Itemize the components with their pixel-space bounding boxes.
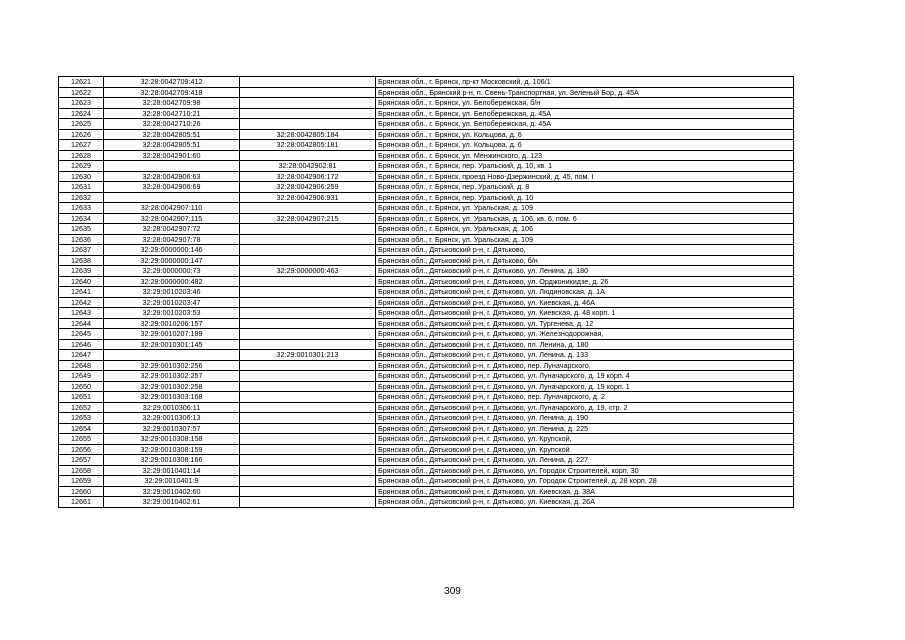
address-cell: Брянская обл., г. Брянск, ул. Менжинского, д. 123	[376, 150, 794, 161]
table-row	[59, 329, 794, 340]
row-number-cell: 12622	[59, 87, 104, 98]
address-cell: Брянская обл., г. Брянск, ул. Белобережская, б/н	[376, 98, 794, 109]
cadastral-number-cell: 32:29:0010306:11	[104, 402, 240, 413]
secondary-cadastral-number-cell	[240, 402, 376, 413]
address-cell: Брянская обл., Дятьковский р-н, г. Дятьково, ул. Киевская, д. 38А	[376, 486, 794, 497]
table-row	[59, 276, 794, 287]
address-cell: Брянская обл., г. Брянск, ул. Уральская, д. 109	[376, 203, 794, 214]
table-row	[59, 150, 794, 161]
table-row	[59, 140, 794, 151]
table-row	[59, 392, 794, 403]
page-number: 309	[444, 586, 461, 597]
table-row	[59, 297, 794, 308]
cadastral-number-cell: 32:29:0000000:73	[104, 266, 240, 277]
cadastral-number-cell: 32:28:0042709:418	[104, 87, 240, 98]
table-row	[59, 192, 794, 203]
address-cell: Брянская обл., г. Брянск, ул. Уральская, д. 106	[376, 224, 794, 235]
table-row	[59, 77, 794, 88]
address-cell: Брянская обл., г. Брянск, ул. Белобережская, д. 45А	[376, 119, 794, 130]
secondary-cadastral-number-cell	[240, 444, 376, 455]
cadastral-number-cell: 32:29:0010302:257	[104, 371, 240, 382]
table-row	[59, 224, 794, 235]
row-number-cell: 12661	[59, 497, 104, 508]
row-number-cell: 12624	[59, 108, 104, 119]
row-number-cell: 12655	[59, 434, 104, 445]
secondary-cadastral-number-cell: 32:28:0042805:184	[240, 129, 376, 140]
registry-body	[59, 77, 794, 508]
cadastral-number-cell: 32:28:0042709:98	[104, 98, 240, 109]
row-number-cell: 12631	[59, 182, 104, 193]
address-cell: Брянская обл., Дятьковский р-н, г. Дятьково, б/н	[376, 255, 794, 266]
secondary-cadastral-number-cell	[240, 108, 376, 119]
secondary-cadastral-number-cell: 32:28:0042906:931	[240, 192, 376, 203]
table-row	[59, 381, 794, 392]
secondary-cadastral-number-cell	[240, 255, 376, 266]
table-row	[59, 203, 794, 214]
secondary-cadastral-number-cell	[240, 486, 376, 497]
cadastral-number-cell: 32:28:0042710:26	[104, 119, 240, 130]
table-row	[59, 476, 794, 487]
secondary-cadastral-number-cell	[240, 98, 376, 109]
address-cell: Брянская обл., Дятьковский р-н, г. Дятьково, пл. Ленина, д. 180	[376, 339, 794, 350]
cadastral-number-cell: 32:29:0010308:158	[104, 434, 240, 445]
table-row	[59, 266, 794, 277]
cadastral-number-cell: 32:28:0042709:412	[104, 77, 240, 88]
row-number-cell: 12648	[59, 360, 104, 371]
address-cell: Брянская обл., Дятьковский р-н, г. Дятьково, ул. Ленина, д. 225	[376, 423, 794, 434]
row-number-cell: 12647	[59, 350, 104, 361]
row-number-cell: 12656	[59, 444, 104, 455]
table-row	[59, 444, 794, 455]
secondary-cadastral-number-cell	[240, 360, 376, 371]
cadastral-number-cell	[104, 161, 240, 172]
address-cell: Брянская обл., Дятьковский р-н, г. Дятьково, ул. Ленина, д. 190	[376, 413, 794, 424]
secondary-cadastral-number-cell	[240, 224, 376, 235]
row-number-cell: 12636	[59, 234, 104, 245]
address-cell: Брянская обл., Дятьковский р-н, г. Дятьково, ул. Киевская, д. 46А	[376, 297, 794, 308]
row-number-cell: 12654	[59, 423, 104, 434]
cadastral-number-cell: 32:29:0010306:13	[104, 413, 240, 424]
cadastral-number-cell: 32:29:0010308:159	[104, 444, 240, 455]
cadastral-number-cell: 32:28:0042906:69	[104, 182, 240, 193]
address-cell: Брянская обл., Брянский р-н, п. Свень-Транспортная, ул. Зеленый Бор, д. 45А	[376, 87, 794, 98]
cadastral-number-cell: 32:28:0042907:110	[104, 203, 240, 214]
table-row	[59, 98, 794, 109]
table-row	[59, 455, 794, 466]
table-row	[59, 234, 794, 245]
table-row	[59, 360, 794, 371]
address-cell: Брянская обл., Дятьковский р-н, г. Дятьково, ул. Луначарского, д. 19, стр. 2	[376, 402, 794, 413]
secondary-cadastral-number-cell	[240, 371, 376, 382]
secondary-cadastral-number-cell	[240, 297, 376, 308]
cadastral-number-cell: 32:29:0000000:147	[104, 255, 240, 266]
row-number-cell: 12649	[59, 371, 104, 382]
table-row	[59, 434, 794, 445]
secondary-cadastral-number-cell	[240, 381, 376, 392]
cadastral-number-cell: 32:29:0010402:60	[104, 486, 240, 497]
address-cell: Брянская обл., Дятьковский р-н, г. Дятьково, пер. Луначарского,	[376, 360, 794, 371]
row-number-cell: 12633	[59, 203, 104, 214]
secondary-cadastral-number-cell	[240, 434, 376, 445]
cadastral-number-cell: 32:28:0042907:72	[104, 224, 240, 235]
secondary-cadastral-number-cell	[240, 245, 376, 256]
table-row	[59, 182, 794, 193]
secondary-cadastral-number-cell: 32:29:0010301:213	[240, 350, 376, 361]
row-number-cell: 12639	[59, 266, 104, 277]
secondary-cadastral-number-cell	[240, 329, 376, 340]
row-number-cell: 12630	[59, 171, 104, 182]
cadastral-number-cell	[104, 192, 240, 203]
address-cell: Брянская обл., Дятьковский р-н, г. Дятьково, ул. Городок Строителей, корп. 30	[376, 465, 794, 476]
table-row	[59, 255, 794, 266]
cadastral-number-cell: 32:29:0000000:482	[104, 276, 240, 287]
address-cell: Брянская обл., г. Брянск, ул. Уральская, д. 106, кв. 6, пом. 6	[376, 213, 794, 224]
address-cell: Брянская обл., Дятьковский р-н, г. Дятьково, ул. Ленина, д. 227	[376, 455, 794, 466]
cadastral-number-cell: 32:28:0042710:21	[104, 108, 240, 119]
cadastral-number-cell: 32:29:0010401:14	[104, 465, 240, 476]
secondary-cadastral-number-cell: 32:28:0042805:181	[240, 140, 376, 151]
cadastral-number-cell: 32:29:0010207:189	[104, 329, 240, 340]
secondary-cadastral-number-cell	[240, 77, 376, 88]
row-number-cell: 12632	[59, 192, 104, 203]
row-number-cell: 12640	[59, 276, 104, 287]
table-row	[59, 423, 794, 434]
row-number-cell: 12657	[59, 455, 104, 466]
table-row	[59, 245, 794, 256]
address-cell: Брянская обл., Дятьковский р-н, г. Дятьково, ул. Городок Строителей, д. 28 корп. 28	[376, 476, 794, 487]
table-row	[59, 339, 794, 350]
row-number-cell: 12634	[59, 213, 104, 224]
row-number-cell: 12625	[59, 119, 104, 130]
secondary-cadastral-number-cell	[240, 423, 376, 434]
table-row	[59, 171, 794, 182]
table-row	[59, 87, 794, 98]
address-cell: Брянская обл., Дятьковский р-н, г. Дятьково, ул. Ленина, д. 180	[376, 266, 794, 277]
address-cell: Брянская обл., Дятьковский р-н, г. Дятьково, ул. Людиновская, д. 1А	[376, 287, 794, 298]
cadastral-number-cell: 32:29:0010301:145	[104, 339, 240, 350]
address-cell: Брянская обл., Дятьковский р-н, г. Дятьково, ул. Луначарского, д. 19 корп. 1	[376, 381, 794, 392]
address-cell: Брянская обл., Дятьковский р-н, г. Дятьково, ул. Луначарского, д. 19 корп. 4	[376, 371, 794, 382]
address-cell: Брянская обл., Дятьковский р-н, г. Дятьково, ул. Ленина, д. 133	[376, 350, 794, 361]
table-row	[59, 108, 794, 119]
secondary-cadastral-number-cell	[240, 234, 376, 245]
table-row	[59, 161, 794, 172]
address-cell: Брянская обл., г. Брянск, пер. Уральский, д. 10, кв. 1	[376, 161, 794, 172]
table-row	[59, 350, 794, 361]
address-cell: Брянская обл., Дятьковский р-н, г. Дятьково, ул. Орджоникидзе, д. 26	[376, 276, 794, 287]
row-number-cell: 12660	[59, 486, 104, 497]
secondary-cadastral-number-cell	[240, 318, 376, 329]
row-number-cell: 12646	[59, 339, 104, 350]
address-cell: Брянская обл., г. Брянск, пер. Уральский, д. 10	[376, 192, 794, 203]
row-number-cell: 12652	[59, 402, 104, 413]
row-number-cell: 12658	[59, 465, 104, 476]
address-cell: Брянская обл., г. Брянск, пр-кт Московский, д. 106/1	[376, 77, 794, 88]
cadastral-number-cell: 32:29:0010203:47	[104, 297, 240, 308]
secondary-cadastral-number-cell: 32:28:0042907:215	[240, 213, 376, 224]
cadastral-number-cell: 32:29:0010402:61	[104, 497, 240, 508]
address-cell: Брянская обл., Дятьковский р-н, г. Дятьково, ул. Киевская, д. 26А	[376, 497, 794, 508]
address-cell: Брянская обл., Дятьковский р-н, г. Дятьково, пер. Луначарского, д. 2	[376, 392, 794, 403]
cadastral-number-cell: 32:29:0010302:258	[104, 381, 240, 392]
address-cell: Брянская обл., г. Брянск, ул. Белобережская, д. 45А	[376, 108, 794, 119]
address-cell: Брянская обл., г. Брянск, ул. Кольцова, д. 6	[376, 140, 794, 151]
row-number-cell: 12621	[59, 77, 104, 88]
row-number-cell: 12651	[59, 392, 104, 403]
address-cell: Брянская обл., Дятьковский р-н, г. Дятьково, ул. Железнодорожная,	[376, 329, 794, 340]
secondary-cadastral-number-cell: 32:28:0042902:81	[240, 161, 376, 172]
secondary-cadastral-number-cell	[240, 287, 376, 298]
table-row	[59, 486, 794, 497]
property-registry-table	[58, 76, 794, 508]
secondary-cadastral-number-cell	[240, 276, 376, 287]
secondary-cadastral-number-cell	[240, 465, 376, 476]
row-number-cell: 12643	[59, 308, 104, 319]
address-cell: Брянская обл., г. Брянск, ул. Кольцова, д. 6	[376, 129, 794, 140]
table-row	[59, 119, 794, 130]
cadastral-number-cell: 32:29:0010203:46	[104, 287, 240, 298]
cadastral-number-cell: 32:29:0010206:157	[104, 318, 240, 329]
secondary-cadastral-number-cell	[240, 392, 376, 403]
cadastral-number-cell: 32:29:0010307:57	[104, 423, 240, 434]
cadastral-number-cell: 32:28:0042805:51	[104, 140, 240, 151]
secondary-cadastral-number-cell	[240, 339, 376, 350]
table-row	[59, 402, 794, 413]
address-cell: Брянская обл., г. Брянск, пер. Уральский, д. 8	[376, 182, 794, 193]
table-row	[59, 308, 794, 319]
row-number-cell: 12641	[59, 287, 104, 298]
secondary-cadastral-number-cell	[240, 150, 376, 161]
table-row	[59, 318, 794, 329]
row-number-cell: 12650	[59, 381, 104, 392]
address-cell: Брянская обл., г. Брянск, проезд Ново-Дзержинский, д. 45, пом. I	[376, 171, 794, 182]
cadastral-number-cell: 32:29:0010303:168	[104, 392, 240, 403]
address-cell: Брянская обл., г. Брянск, ул. Уральская, д. 109	[376, 234, 794, 245]
cadastral-number-cell: 32:29:0000000:146	[104, 245, 240, 256]
row-number-cell: 12628	[59, 150, 104, 161]
row-number-cell: 12626	[59, 129, 104, 140]
table-row	[59, 287, 794, 298]
row-number-cell: 12644	[59, 318, 104, 329]
address-cell: Брянская обл., Дятьковский р-н, г. Дятьково, ул. Тургенева, д. 12	[376, 318, 794, 329]
row-number-cell: 12659	[59, 476, 104, 487]
row-number-cell: 12623	[59, 98, 104, 109]
cadastral-number-cell	[104, 350, 240, 361]
secondary-cadastral-number-cell: 32:29:0000000:463	[240, 266, 376, 277]
secondary-cadastral-number-cell	[240, 87, 376, 98]
secondary-cadastral-number-cell	[240, 119, 376, 130]
secondary-cadastral-number-cell	[240, 455, 376, 466]
secondary-cadastral-number-cell: 32:28:0042906:172	[240, 171, 376, 182]
row-number-cell: 12635	[59, 224, 104, 235]
row-number-cell: 12629	[59, 161, 104, 172]
table-row	[59, 129, 794, 140]
cadastral-number-cell: 32:29:0010302:256	[104, 360, 240, 371]
cadastral-number-cell: 32:28:0042907:115	[104, 213, 240, 224]
secondary-cadastral-number-cell	[240, 308, 376, 319]
cadastral-number-cell: 32:29:0010401:9	[104, 476, 240, 487]
secondary-cadastral-number-cell	[240, 476, 376, 487]
cadastral-number-cell: 32:28:0042906:63	[104, 171, 240, 182]
table-row	[59, 413, 794, 424]
row-number-cell: 12645	[59, 329, 104, 340]
cadastral-number-cell: 32:28:0042805:51	[104, 129, 240, 140]
address-cell: Брянская обл., Дятьковский р-н, г. Дятьково, ул. Крупской	[376, 444, 794, 455]
cadastral-number-cell: 32:28:0042901:60	[104, 150, 240, 161]
cadastral-number-cell: 32:29:0010203:53	[104, 308, 240, 319]
table-row	[59, 213, 794, 224]
secondary-cadastral-number-cell	[240, 203, 376, 214]
address-cell: Брянская обл., Дятьковский р-н, г. Дятьково,	[376, 245, 794, 256]
row-number-cell: 12638	[59, 255, 104, 266]
cadastral-number-cell: 32:28:0042907:78	[104, 234, 240, 245]
address-cell: Брянская обл., Дятьковский р-н, г. Дятьково, ул. Крупской,	[376, 434, 794, 445]
table-row	[59, 465, 794, 476]
row-number-cell: 12637	[59, 245, 104, 256]
table-row	[59, 371, 794, 382]
secondary-cadastral-number-cell	[240, 497, 376, 508]
secondary-cadastral-number-cell	[240, 413, 376, 424]
row-number-cell: 12642	[59, 297, 104, 308]
cadastral-number-cell: 32:29:0010308:166	[104, 455, 240, 466]
secondary-cadastral-number-cell: 32:28:0042906:259	[240, 182, 376, 193]
table-row	[59, 497, 794, 508]
row-number-cell: 12653	[59, 413, 104, 424]
address-cell: Брянская обл., Дятьковский р-н, г. Дятьково, ул. Киевская, д. 48 корп. 1	[376, 308, 794, 319]
row-number-cell: 12627	[59, 140, 104, 151]
